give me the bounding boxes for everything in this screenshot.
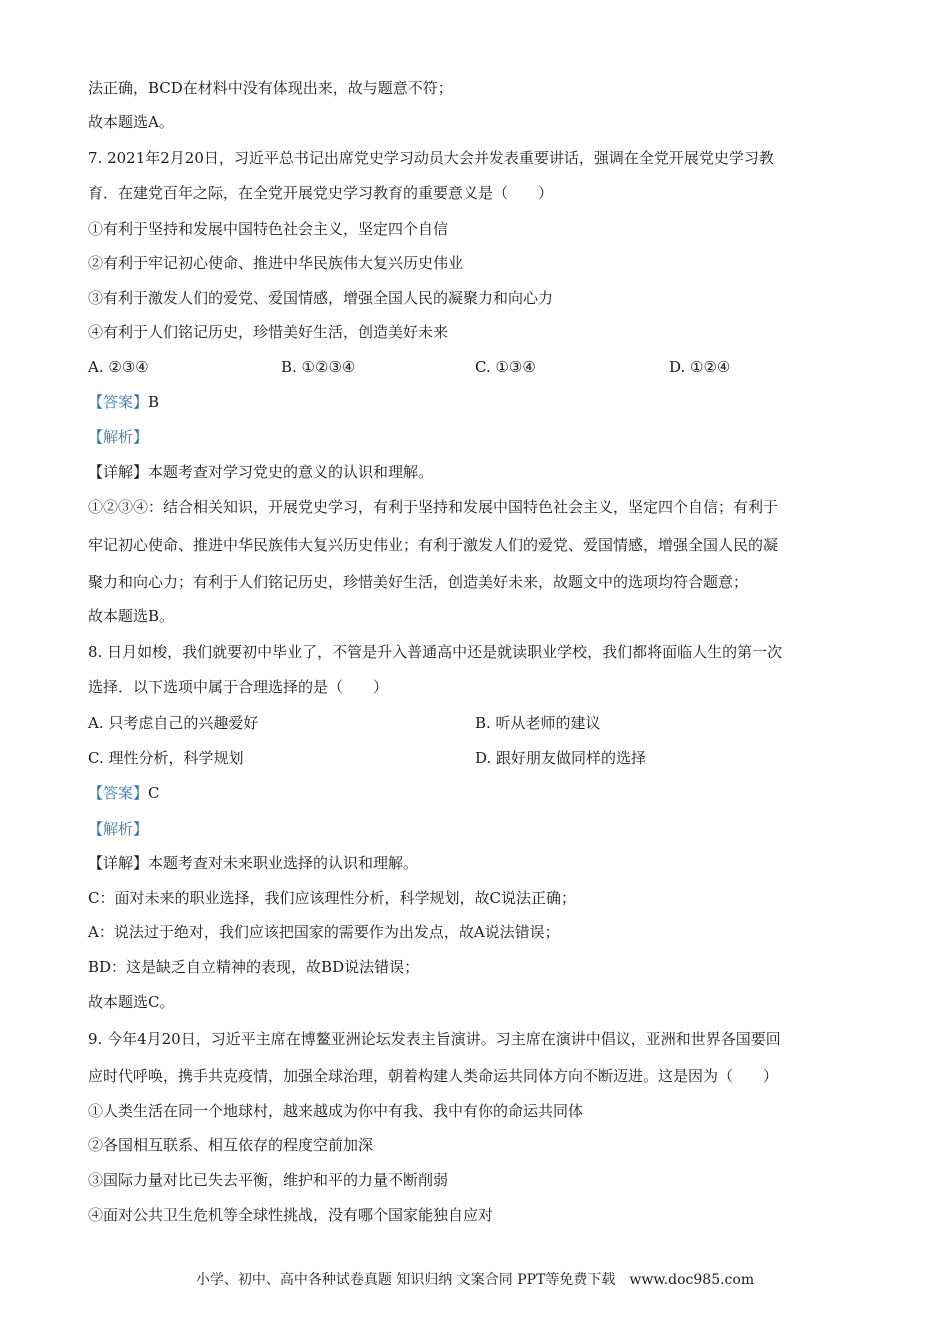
q9-statement-4: ④面对公共卫生危机等全球性挑战，没有哪个国家能独自应对 (88, 1206, 494, 1224)
detail-tag: 【详解】 (88, 463, 149, 481)
q8-analysis-tag: 【解析】 (88, 820, 149, 838)
q8-explanation-line-3: BD：这是缺乏自立精神的表现，故BD说法错误； (88, 958, 420, 976)
q8-explanation-line-2: A：说法过于绝对，我们应该把国家的需要作为出发点，故A说法错误； (88, 923, 560, 941)
q7-option-b: B. ①②③④ (281, 358, 356, 376)
q7-stem-line-2: 育．在建党百年之际，在全党开展党史学习教育的重要意义是（ ） (88, 184, 554, 202)
q9-stem-line-2: 应时代呼唤，携手共克疫情，加强全球治理，朝着构建人类命运共同体方向不断迈进。这是因为（ ） (88, 1067, 779, 1085)
q8-option-a: A. 只考虑自己的兴趣爱好 (88, 714, 259, 732)
q9-statement-2: ②各国相互联系、相互依存的程度空前加深 (88, 1136, 374, 1154)
detail-tag: 【详解】 (88, 854, 149, 872)
answer-value: B (148, 393, 160, 411)
q8-option-c: C. 理性分析，科学规划 (88, 749, 244, 767)
q8-explanation-line-1: C：面对未来的职业选择，我们应该理性分析，科学规划，故C说法正确； (88, 889, 576, 907)
page-footer: 小学、初中、高中各种试卷真题 知识归纳 文案合同 PPT等免费下载 www.doc985.com (195, 1272, 755, 1288)
detail-text: 本题考查对未来职业选择的认识和理解。 (148, 854, 419, 872)
q8-detail-line (88, 853, 418, 873)
q7-statement-3: ③有利于激发人们的爱党、爱国情感，增强全国人民的凝聚力和向心力 (88, 289, 554, 307)
q8-stem-line-2: 选择．以下选项中属于合理选择的是（ ） (88, 678, 389, 696)
q7-option-d: D. ①②④ (669, 358, 731, 376)
q9-statement-1: ①人类生活在同一个地球村，越来越成为你中有我、我中有你的命运共同体 (88, 1102, 584, 1120)
q9-stem-line-1: 9. 今年4月20日，习近平主席在博鳌亚洲论坛发表主旨演讲。习主席在演讲中倡议，亚洲和世界各国要回 (88, 1030, 781, 1048)
q7-stem-line-1: 7. 2021年2月20日，习近平总书记出席党史学习动员大会并发表重要讲话，强调在全党开展党史学习教 (88, 149, 774, 167)
q8-answer-line (88, 783, 160, 803)
q7-statement-1: ①有利于坚持和发展中国特色社会主义，坚定四个自信 (88, 220, 449, 238)
q8-option-d: D. 跟好朋友做同样的选择 (475, 749, 647, 767)
q9-statement-3: ③国际力量对比已失去平衡，维护和平的力量不断削弱 (88, 1171, 449, 1189)
text-line: 法正确，BCD在材料中没有体现出来，故与题意不符； (88, 79, 453, 97)
q7-analysis-tag: 【解析】 (88, 428, 149, 446)
q8-option-b: B. 听从老师的建议 (475, 714, 601, 732)
q7-option-a: A. ②③④ (88, 358, 149, 376)
conclusion-line: 故本题选A。 (88, 113, 174, 131)
q8-conclusion: 故本题选C。 (88, 993, 175, 1011)
q7-explanation-line-2: 牢记初心使命、推进中华民族伟大复兴历史伟业；有利于激发人们的爱党、爱国情感，增强全国人民的凝 (88, 536, 779, 554)
q7-statement-2: ②有利于牢记初心使命、推进中华民族伟大复兴历史伟业 (88, 254, 464, 272)
q7-statement-4: ④有利于人们铭记历史，珍惜美好生活，创造美好未来 (88, 323, 449, 341)
q7-conclusion: 故本题选B。 (88, 607, 175, 625)
q8-stem-line-1: 8. 日月如梭，我们就要初中毕业了，不管是升入普通高中还是就读职业学校，我们都将面临人生的第一次 (88, 643, 783, 661)
answer-tag: 【答案】 (88, 784, 149, 802)
q7-explanation-line-3: 聚力和向心力；有利于人们铭记历史，珍惜美好生活，创造美好未来，故题文中的选项均符合题意； (88, 573, 749, 591)
q7-answer-line (88, 392, 159, 412)
q7-option-c: C. ①③④ (475, 358, 536, 376)
detail-text: 本题考查对学习党史的意义的认识和理解。 (148, 463, 434, 481)
answer-tag: 【答案】 (88, 393, 149, 411)
answer-value: C (148, 784, 160, 802)
q7-explanation-line-1: ①②③④：结合相关知识，开展党史学习，有利于坚持和发展中国特色社会主义，坚定四个自信；有利于 (88, 498, 779, 516)
q7-detail-line (88, 462, 433, 482)
